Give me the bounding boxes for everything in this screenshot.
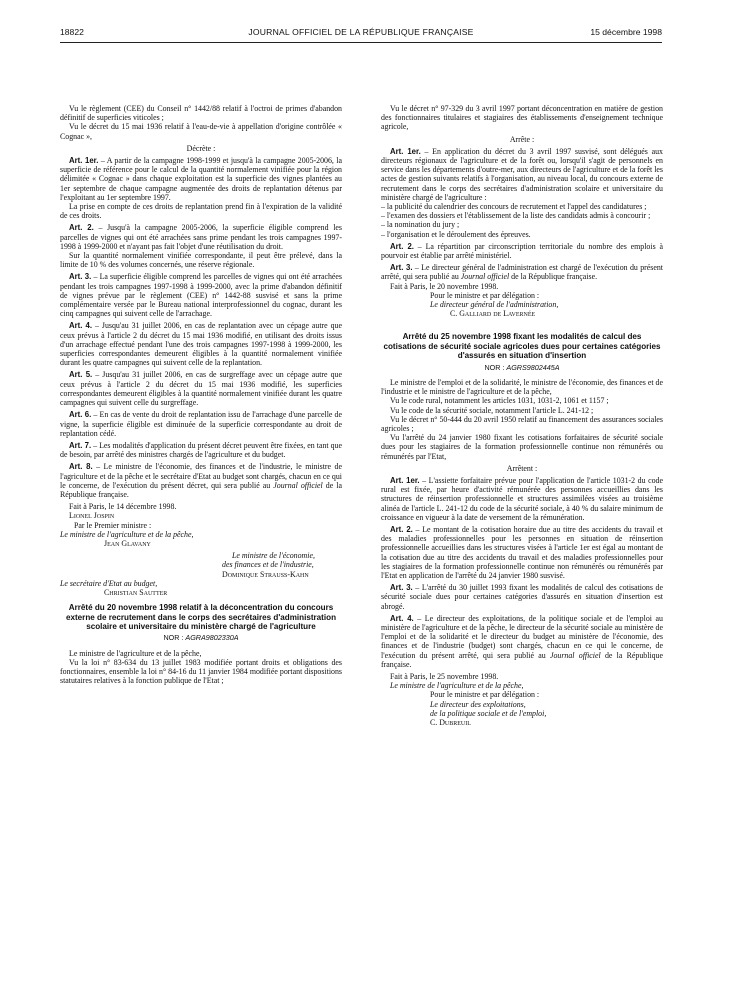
page-number: 18822 <box>60 27 84 37</box>
article-1: Art. 1er. – En application du décret du 3 avril 1997 susvisé, sont délégués aux directeurs régionaux de l'agriculture et de la forêt ou, lorsqu'il s'agit de personnels en service dans les départements d'outre-mer, aux directeurs de l'agriculture et de la forêt les actes de gestion suivants relatifs à l'organisation, au niveau local, du concours externe de recrutement dans le corps des secrétaires d'administration scolaire et universitaire du ministère chargé de l'agriculture : <box>381 146 663 202</box>
par-le-premier-ministre: Par le Premier ministre : <box>74 520 152 530</box>
article-label: Art. 3. <box>390 263 413 273</box>
secretary-budget-title: Le secrétaire d'Etat au budget, <box>60 578 158 588</box>
arrete-title: Arrêté du 20 novembre 1998 relatif à la déconcentration du concours externe de recrutement dans le corps des secrétaires d'administration scolaire et universitaire du ministère chargé de l'agriculture <box>65 603 337 631</box>
fait-a-paris: Fait à Paris, le 25 novembre 1998. <box>390 671 499 681</box>
delegated-acts-list <box>381 202 663 239</box>
visa-paragraph: Vu le règlement (CEE) du Conseil n° 1442/88 relatif à l'octroi de primes d'abandon définitif de superficies viticoles ; <box>60 104 342 123</box>
article-label: Art. 1er. <box>390 475 420 485</box>
article-label: Art. 3. <box>69 272 92 282</box>
header-rule <box>60 42 662 43</box>
nor-reference: NOR : AGRS9802445A <box>484 362 560 372</box>
article-1: Art. 1er. – A partir de la campagne 1998-1999 et jusqu'à la campagne 2005-2006, la superficie de référence pour le calcul de la quantité normalement vinifiée pour la région délimitée « Cognac » dans chaque exploitation est la superficie des vignes plantées au 1er septembre de chaque campagne augmentée des droits de replantation détenus par l'exploitant au 1er septembre 1997. <box>60 156 342 202</box>
article-2-paragraph-2: Sur la quantité normalement vinifiée correspondante, il peut être prélevé, dans la limite de 10 % des volumes concernés, une réserve régionale. <box>60 251 342 270</box>
journal-officiel-ref: Journal officiel <box>273 480 323 490</box>
article-6: Art. 6. – En cas de vente du droit de replantation issu de l'arrachage d'une parcelle de vigne, la superficie éligible est diminuée de la superficie correspondante au droit de replantation cédé. <box>60 410 342 438</box>
issue-date: 15 décembre 1998 <box>590 27 662 37</box>
nor-reference: NOR : AGRA9802330A <box>163 633 239 643</box>
article-label: Art. 6. <box>69 410 92 420</box>
arrete-title: Arrêté du 25 novembre 1998 fixant les modalités de calcul des cotisations de sécurité sociale agricoles dues pour certaines catégories d'assurés en situation d'insertion <box>383 332 661 361</box>
article-label: Art. 2. <box>69 223 94 233</box>
article-label: Art. 5. <box>69 370 93 380</box>
director-title-2: de la politique sociale et de l'emploi, <box>430 708 547 718</box>
intro-paragraph: Le ministre de l'agriculture et de la pêche, <box>69 648 202 658</box>
article-8: Art. 8. – Le ministre de l'économie, des finances et de l'industrie, le ministre de l'agriculture et de la pêche et le secrétaire d'Etat au budget sont chargés, chacun en ce qui le concerne, de l'exécution du présent décret, qui sera publié au Journal officiel de la République française. <box>60 462 342 499</box>
article-3: Art. 3. – Le directeur général de l'administration est chargé de l'exécution du présent arrêté, qui sera publié au Journal officiel de la République française. <box>381 263 663 282</box>
article-3: Art. 3. – L'arrêté du 30 juillet 1993 fixant les modalités de calcul des cotisations de sécurité sociale dues pour certaines catégories d'assurés en situation d'insertion est abrogé. <box>381 583 663 611</box>
visa-paragraph: Vu le code rural, notamment les articles 1031, 1031-2, 1061 et 1157 ; <box>390 396 609 406</box>
visa-paragraph: Vu le décret n° 50-444 du 20 avril 1950 relatif au financement des assurances sociales agricoles ; <box>381 414 663 433</box>
article-1-paragraph-2: La prise en compte de ces droits de replantation prend fin à l'expiration de la validité de ces droits. <box>60 202 342 221</box>
fait-a-paris: Fait à Paris, le 14 décembre 1998. <box>69 502 177 512</box>
article-label: Art. 8. <box>69 462 93 472</box>
article-2: Art. 2. – Le montant de la cotisation horaire due au titre des accidents du travail et des maladies professionnelles pour les personnes en situation de réinsertion professionnelle accueillies dans les structures visées à l'article 1er est égal au montant de la cotisation due au titre des accidents du travail et des maladies professionnelles pour les stagiaires de la formation professionnelle continue non rémunérés ou rémunérés par l'Etat en application de l'arrêté du 24 janvier 1980 susvisé. <box>381 524 663 580</box>
list-item: – l'examen des dossiers et l'établissement de la liste des candidats admis à concourir ; <box>381 211 651 221</box>
article-4: Art. 4. – Jusqu'au 31 juillet 2006, en cas de replantation avec un cépage autre que ceux prévus à l'article 2 du décret du 15 mai 1936 modifié, en utilisant des droits issus d'un arrachage effectué pendant l'une des trois campagnes 1997-1998 à 1999-2000, les superficies correspondantes demeurent éligibles à la quantité normalement vinifiée durant les quatre campagnes qui suivent celle de la replantation. <box>60 321 342 368</box>
minister-economy-name: Dominique Strauss-Kahn <box>222 569 309 579</box>
journal-officiel-ref: Journal officiel <box>549 650 601 660</box>
journal-officiel-ref: Journal officiel <box>460 272 510 282</box>
list-item: – la publicité du calendrier des concours de recrutement et l'appel des candidatures ; <box>381 202 647 212</box>
article-3: Art. 3. – La superficie éligible comprend les parcelles de vignes qui ont été arrachées pendant les trois campagnes 1997-1998 à 1999-2000, avec la prime d'abandon définitif de vignes prévue par le règlement (CEE) n° 1442-88 susvisé et sans la prime complémentaire versée par le Bureau national interprofessionnel du cognac, durant les cinq campagnes qui suivent celle de l'arrachage. <box>60 272 342 319</box>
arretent-heading: Arrêtent : <box>506 463 538 473</box>
article-label: Art. 1er. <box>390 146 421 156</box>
intro-paragraph: Le ministre de l'emploi et de la solidarité, le ministre de l'économie, des finances et de l'industrie et le ministre de l'agriculture et de la pêche, <box>381 377 663 397</box>
director-title: Le directeur des exploitations, <box>430 699 526 709</box>
article-label: Art. 2. <box>390 524 413 534</box>
visa-paragraph: Vu le code de la sécurité sociale, notamment l'article L. 241-12 ; <box>390 405 594 415</box>
article-label: Art. 4. <box>390 613 414 623</box>
article-label: Art. 2. <box>390 241 414 251</box>
list-item: – la nomination du jury ; <box>381 220 460 230</box>
article-2: Art. 2. – Jusqu'à la campagne 2005-2006, la superficie éligible comprend les parcelles de vignes qui ont été arrachées sans prime pendant les trois campagnes 1997-1998 à 1999-2000 et n'ayant pas fait l'objet d'une réutilisation du droit. <box>60 223 342 251</box>
article-label: Art. 4. <box>69 321 93 331</box>
article-label: Art. 3. <box>390 583 413 593</box>
article-4: Art. 4. – Le directeur des exploitations, de la politique sociale et de l'emploi au ministère de l'agriculture et de la pêche, le directeur de la sécurité sociale au ministère de l'emploi et de la solidarité et le directeur du budget au ministère de l'économie, des finances et de l'industrie (budget) sont chargés, chacun en ce qui le concerne, de l'exécution du présent arrêté, qui sera publié au Journal officiel de la République française. <box>381 613 663 669</box>
article-2: Art. 2. – La répartition par circonscription territoriale du nombre des emplois à pourvoir est établie par arrêté ministériel. <box>381 241 663 261</box>
article-label: Art. 1er. <box>69 156 99 166</box>
article-label: Art. 7. <box>69 440 92 450</box>
fait-a-paris: Fait à Paris, le 20 novembre 1998. <box>390 281 499 291</box>
article-1: Art. 1er. – L'assiette forfaitaire prévue pour l'application de l'article 1031-2 du code rural est fixée, par heure d'activité rémunérée des personnes accueillies dans les structures de réinsertion professionnelle et structures assimilées visées au troisième alinéa de l'article L. 241-12 du code de la sécurité sociale, à 40 % du salaire minimum de croissance en vigueur à la date de versement de la rémunération. <box>381 475 663 522</box>
director-name: C. Galliard de Lavernée <box>450 309 536 319</box>
minister-economy-title: Le ministre de l'économie, <box>232 551 315 561</box>
par-delegation: Pour le ministre et par délégation : <box>430 690 540 700</box>
journal-title: JOURNAL OFFICIEL DE LA RÉPUBLIQUE FRANÇAISE <box>248 27 474 37</box>
signature-prime-minister: Lionel Jospin <box>69 511 115 521</box>
left-column <box>60 104 342 685</box>
minister-agriculture-name: Jean Glavany <box>104 538 151 548</box>
visa-paragraph: Vu la loi n° 83-634 du 13 juillet 1983 modifiée portant droits et obligations des fonctionnaires, ensemble la loi n° 84-16 du 11 janvier 1984 modifiée portant dispositions statutaires relatives à la fonction publique de l'Etat ; <box>60 657 342 686</box>
list-item: – l'organisation et le déroulement des épreuves. <box>381 229 531 239</box>
article-5: Art. 5. – Jusqu'au 31 juillet 2006, en cas de surgreffage avec un cépage autre que ceux prévus à l'article 2 du décret du 15 mai 1936 modifié, les superficies correspondantes demeurent éligibles à la quantité normalement vinifiée durant les quatre campagnes qui suivent celle du surgreffage. <box>60 370 342 408</box>
arrete-heading: Arrête : <box>509 134 535 144</box>
minister-economy-title-2: des finances et de l'industrie, <box>222 560 314 570</box>
director-title: Le directeur général de l'administration, <box>430 300 559 310</box>
minister-agriculture-title: Le ministre de l'agriculture et de la pêche, <box>60 529 194 539</box>
par-delegation: Pour le ministre et par délégation : <box>430 290 540 300</box>
secretary-budget-name: Christian Sautter <box>104 587 168 597</box>
visa-paragraph: Vu l'arrêté du 24 janvier 1980 fixant les cotisations forfaitaires de sécurité sociale dues pour les stagiaires de la formation professionnelle continue non rémunérés ou rémunérés par l'Etat, <box>381 433 663 461</box>
article-7: Art. 7. – Les modalités d'application du présent décret peuvent être fixées, en tant que de besoin, par arrêté des ministres chargés de l'agriculture et du budget. <box>60 440 342 460</box>
page-header <box>60 27 662 41</box>
minister-agriculture-title: Le ministre de l'agriculture et de la pêche, <box>390 681 524 691</box>
visa-paragraph: Vu le décret n° 97-329 du 3 avril 1997 portant déconcentration en matière de gestion des fonctionnaires titulaires et stagiaires des établissements d'enseignement technique agricole, <box>381 104 663 132</box>
decrete-heading: Décrète : <box>186 143 216 153</box>
director-name: C. Dubreuil <box>430 718 471 727</box>
right-column <box>381 104 663 727</box>
visa-paragraph: Vu le décret du 15 mai 1936 relatif à l'eau-de-vie à appellation d'origine contrôlée « Cognac », <box>60 122 342 141</box>
